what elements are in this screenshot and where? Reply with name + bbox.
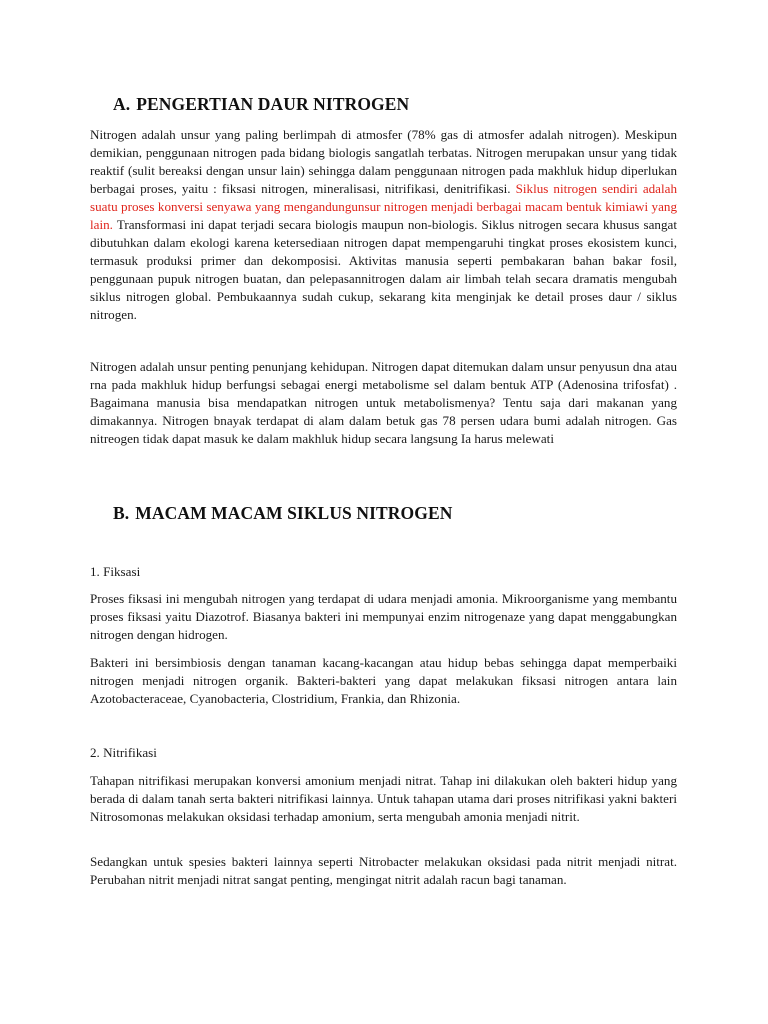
nitrifikasi-paragraph-2: Sedangkan untuk spesies bakteri lainnya seperti Nitrobacter melakukan oksidasi pada nitrit menjadi nitrat. Perubahan nitrit menjadi nitrat sangat penting, mengingat nitrit adalah racun bagi tanaman. <box>90 854 677 887</box>
section-a-title: PENGERTIAN DAUR NITROGEN <box>136 94 410 114</box>
paragraph-text: Transformasi ini dapat terjadi secara biologis maupun non-biologis. Siklus nitrogen secara khusus sangat dibutuhkan dalam ekologi karena ketersediaan nitrogen dapat mempengaruhi tingkat proses ekosistem kunci, termasuk produksi primer dan dekomposisi. Aktivitas manusia seperti pembakaran bahan bakar fosil, penggunaan pupuk nitrogen buatan, dan pelepasannitrogen dalam air limbah telah secara dramatis mengubah siklus nitrogen global. Pembukaannya sudah cukup, sekarang kita menginjak ke detail proses daur / siklus nitrogen. <box>90 217 677 322</box>
fiksasi-paragraph-1: Proses fiksasi ini mengubah nitrogen yang terdapat di udara menjadi amonia. Mikroorganisme yang membantu proses fiksasi yaitu Diazotrof. Biasanya bakteri ini mempunyai enzim nitrogenaze yang dapat menggabungkan nitrogen dengan hidrogen. <box>90 591 677 642</box>
subsection-nitrifikasi-title: 2. Nitrifikasi <box>90 745 157 760</box>
section-b-heading <box>113 503 452 524</box>
highlighted-definition: Siklus nitrogen sendiri adalah suatu proses konversi senyawa yang mengandungunsur nitrogen menjadi berbagai macam bentuk kimiawi yang lain. <box>90 181 677 232</box>
section-b-number: B. <box>113 503 130 523</box>
section-b-title: MACAM MACAM SIKLUS NITROGEN <box>135 503 453 523</box>
section-a-paragraph-1 <box>90 126 677 324</box>
nitrifikasi-paragraph-1: Tahapan nitrifikasi merupakan konversi amonium menjadi nitrat. Tahap ini dilakukan oleh bakteri hidup yang berada di dalam tanah serta bakteri nitrifikasi lainnya. Untuk tahapan utama dari proses nitrifikasi yakni bakteri Nitrosomonas melakukan oksidasi terhadap amonium, serta mengubah amonia menjadi nitrit. <box>90 773 677 824</box>
section-a-paragraph-2: Nitrogen adalah unsur penting penunjang kehidupan. Nitrogen dapat ditemukan dalam unsur penyusun dna atau rna pada makhluk hidup berfungsi sebagai energi metabolisme sel dalam bentuk ATP (Adenosina trifosfat) . Bagaimana manusia bisa mendapatkan nitrogen untuk metabolismenya? Tentu saja dari makanan yang dimakannya. Nitrogen bnayak terdapat di alam dalam betuk gas 78 persen udara bumi adalah nitrogen. Gas nitreogen tidak dapat masuk ke dalam makhluk hidup secara langsung Ia harus melewati <box>90 359 677 446</box>
subsection-fiksasi-title: 1. Fiksasi <box>90 564 141 579</box>
section-a-number: A. <box>113 94 131 114</box>
fiksasi-paragraph-2: Bakteri ini bersimbiosis dengan tanaman kacang-kacangan atau hidup bebas sehingga dapat memperbaiki nitrogen menjadi nitrogen organik. Bakteri-bakteri yang dapat melakukan fiksasi nitrogen antara lain Azotobacteraceae, Cyanobacteria, Clostridium, Frankia, dan Rhizonia. <box>90 655 677 706</box>
section-a-heading <box>113 94 409 115</box>
paragraph-text: Nitrogen adalah unsur yang paling berlimpah di atmosfer (78% gas di atmosfer adalah nitrogen). Meskipun demikian, penggunaan nitrogen pada bidang biologis sangatlah terbatas. Nitrogen merupakan unsur yang tidak reaktif (sulit bereaksi dengan unsur lain) sehingga dalam penggunaan nitrogen pada makhluk hidup diperlukan berbagai proses, yaitu : fiksasi nitrogen, mineralisasi, nitrifikasi, denitrifikasi. <box>90 127 677 196</box>
